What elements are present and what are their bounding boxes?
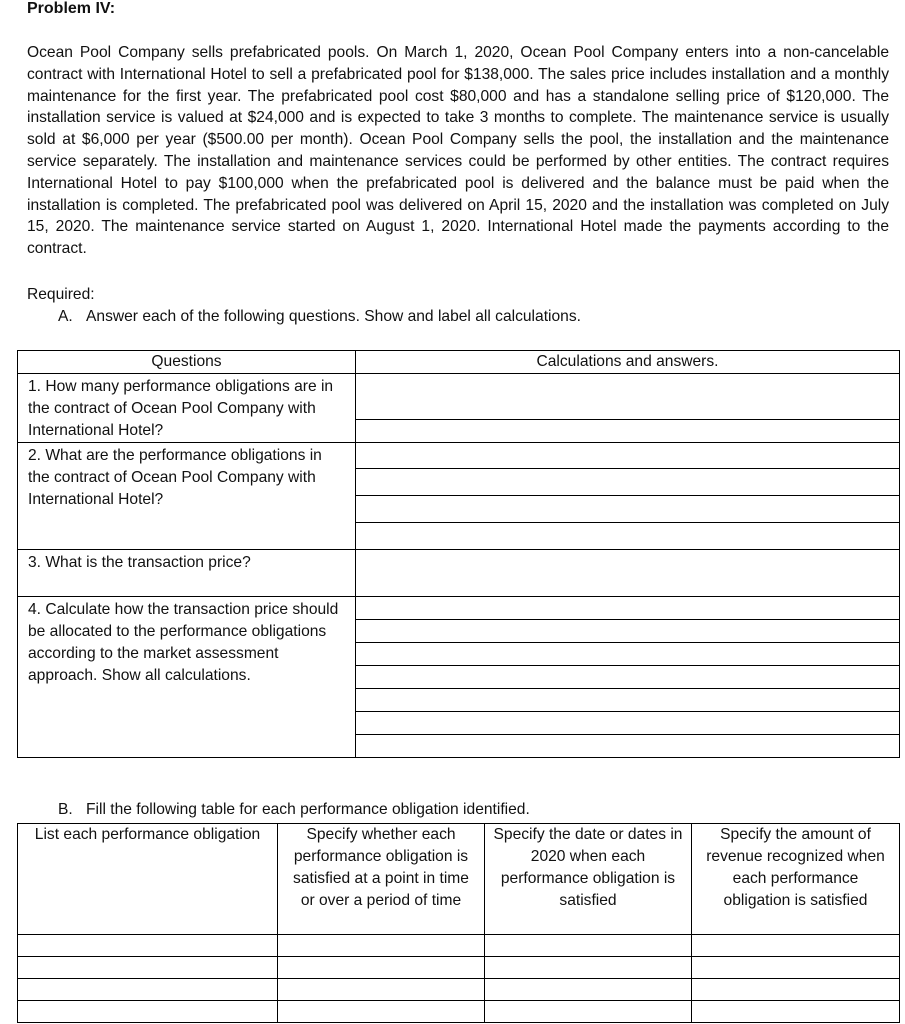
obligation-header: List each performance obligation	[18, 824, 278, 935]
part-a-instruction	[58, 308, 581, 326]
table-b-cell[interactable]	[485, 935, 692, 957]
table-b-cell[interactable]	[278, 935, 485, 957]
table-b-cell[interactable]	[692, 935, 900, 957]
table-b-cell[interactable]	[278, 1001, 485, 1023]
answer-cell[interactable]	[356, 597, 900, 620]
question-3: 3. What is the transaction price?	[18, 550, 356, 597]
table-b-cell[interactable]	[18, 935, 278, 957]
question-1: 1. How many performance obligations are in the contract of Ocean Pool Company with International Hotel?	[18, 374, 356, 443]
answer-cell[interactable]	[356, 523, 900, 550]
answer-cell[interactable]	[356, 735, 900, 758]
answer-cell[interactable]	[356, 420, 900, 443]
answer-cell[interactable]	[356, 666, 900, 689]
obligations-table	[17, 823, 900, 1023]
answer-cell[interactable]	[356, 469, 900, 496]
required-label: Required:	[27, 286, 95, 303]
timing-header: Specify whether each performance obligation is satisfied at a point in time or over a period of time	[278, 824, 485, 935]
table-b-cell[interactable]	[485, 1001, 692, 1023]
answer-cell[interactable]	[356, 496, 900, 523]
problem-description: Ocean Pool Company sells prefabricated pools. On March 1, 2020, Ocean Pool Company enters into a non-cancelable contract with International Hotel to sell a prefabricated pool for $138,000. The sales price includes installation and a monthly maintenance for the first year. The prefabricated pool cost $80,000 and has a standalone selling price of $120,000. The installation service is valued at $24,000 and is expected to take 3 months to complete. The maintenance service is usually sold at $6,000 per year ($500.00 per month). Ocean Pool Company sells the pool, the installation and the maintenance service separately. The installation and maintenance services could be performed by other entities. The contract requires International Hotel to pay $100,000 when the prefabricated pool is delivered and the balance must be paid when the installation is completed. The prefabricated pool was delivered on April 15, 2020 and the installation was completed on July 15, 2020. The maintenance service started on August 1, 2020. International Hotel made the payments according to the contract.	[27, 44, 889, 258]
answer-cell[interactable]	[356, 689, 900, 712]
answer-cell[interactable]	[356, 620, 900, 643]
problem-title: Problem IV:	[27, 0, 116, 17]
revenue-header: Specify the amount of revenue recognized when each performance obligation is satisfied	[692, 824, 900, 935]
answer-cell[interactable]	[356, 712, 900, 735]
table-b-cell[interactable]	[485, 957, 692, 979]
table-b-cell[interactable]	[692, 957, 900, 979]
questions-table	[17, 350, 900, 758]
question-2: 2. What are the performance obligations in the contract of Ocean Pool Company with International Hotel?	[18, 443, 356, 550]
part-b-instruction	[58, 801, 530, 819]
table-b-cell[interactable]	[18, 1001, 278, 1023]
questions-header: Questions	[18, 351, 356, 374]
table-b-cell[interactable]	[278, 979, 485, 1001]
table-b-cell[interactable]	[18, 979, 278, 1001]
table-b-cell[interactable]	[278, 957, 485, 979]
answer-cell[interactable]	[356, 374, 900, 420]
part-b-letter: B.	[58, 801, 73, 818]
table-b-cell[interactable]	[692, 979, 900, 1001]
date-header: Specify the date or dates in 2020 when each performance obligation is satisfied	[485, 824, 692, 935]
table-b-cell[interactable]	[485, 979, 692, 1001]
question-4: 4. Calculate how the transaction price should be allocated to the performance obligations according to the market assessment approach. Show all calculations.	[18, 597, 356, 758]
table-b-cell[interactable]	[18, 957, 278, 979]
answer-cell[interactable]	[356, 550, 900, 597]
answer-cell[interactable]	[356, 643, 900, 666]
table-b-cell[interactable]	[692, 1001, 900, 1023]
part-a-text: Answer each of the following questions. Show and label all calculations.	[86, 308, 581, 325]
part-a-letter: A.	[58, 308, 73, 325]
calculations-header: Calculations and answers.	[356, 351, 900, 374]
answer-cell[interactable]	[356, 443, 900, 469]
part-b-text: Fill the following table for each performance obligation identified.	[86, 801, 530, 818]
